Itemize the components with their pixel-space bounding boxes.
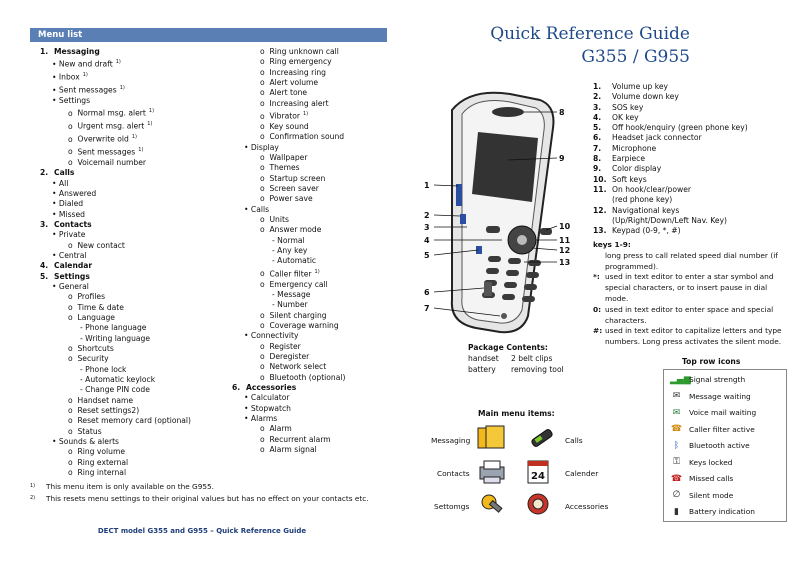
key-note-line: long press to call related speed dial number (if	[605, 250, 778, 260]
guide-model: G355 / G955	[581, 47, 690, 67]
menu-item: o Vibrator $^{1)}$	[232, 109, 345, 122]
key-legend-item: 6. Headset jack connector	[593, 133, 702, 143]
menu-item: • Dialed	[40, 199, 191, 209]
top-row-icon-item: ☎ Missed calls	[670, 473, 734, 484]
callout-7: 7	[424, 304, 430, 313]
menu-item: • Alarms	[232, 414, 345, 424]
menu-column-1	[40, 47, 191, 478]
menu-section: 4. Calendar	[40, 261, 93, 271]
key-note-line: programmed).	[605, 261, 659, 271]
menu-item: • Connectivity	[232, 331, 345, 341]
menu-item: • All	[40, 179, 191, 189]
key-legend-item: 12. Navigational keys	[593, 205, 680, 215]
top-row-icon-item: ☎ Caller filter active	[670, 424, 755, 434]
menu-item: o Overwrite old $^{1)}$	[40, 132, 191, 145]
menu-item: • Display	[232, 143, 345, 153]
signal-icon: ▂▄▆	[670, 374, 691, 385]
menu-item: - Normal	[232, 236, 345, 246]
accessories-icon	[522, 490, 554, 518]
menu-item: o Normal msg. alert $^{1)}$	[40, 106, 191, 119]
main-menu-accessories: Accessories	[565, 502, 609, 511]
top-row-icon-item: ✉ Message waiting	[670, 389, 751, 405]
page-footer: DECT model G355 and G955 – Quick Reference Guide	[97, 527, 307, 535]
menu-item: o Screen saver	[232, 184, 345, 194]
top-row-icons-box	[663, 369, 787, 522]
package-item: handset	[468, 354, 499, 363]
silent-icon: ∅	[672, 490, 681, 500]
phone-illustration	[412, 80, 590, 340]
key-note-line: 0: used in text editor to enter space and special	[593, 304, 774, 314]
menu-item: o Power save	[232, 194, 345, 204]
menu-item: - Any key	[232, 246, 345, 256]
battery-icon: ▮	[674, 506, 679, 517]
key-legend	[593, 82, 788, 236]
menu-item: o Confirmation sound	[232, 132, 345, 142]
package-item: battery	[468, 365, 496, 374]
menu-list-header: Menu list	[30, 28, 387, 42]
menu-item: o Status	[40, 427, 191, 437]
key-legend-item: (Up/Right/Down/Left Nav. Key)	[612, 215, 728, 225]
menu-item: • Stopwatch	[232, 404, 345, 414]
callout-3: 3	[424, 223, 430, 232]
menu-item: o Register	[232, 342, 345, 352]
key-legend-item: 9. Color display	[593, 164, 662, 174]
menu-item: o Silent charging	[232, 311, 345, 321]
main-menu-settings: Settomgs	[434, 502, 470, 511]
menu-item: - Writing language	[40, 334, 191, 344]
folders-icon	[476, 424, 508, 452]
menu-item: • Missed	[40, 210, 191, 220]
key-note-line: *: used in text editor to enter a star symbol and	[593, 272, 774, 282]
menu-item: o Units	[232, 215, 345, 225]
earpiece-grille	[492, 107, 524, 117]
menu-item: • New and draft $^{1)}$	[40, 57, 191, 70]
key-legend-item: 10. Soft keys	[593, 174, 647, 184]
phone-body	[452, 93, 554, 332]
menu-item: o Ring external	[40, 458, 191, 468]
menu-item: - Automatic	[232, 256, 345, 266]
menu-item: • Settings	[40, 96, 191, 106]
menu-item: • Calls	[232, 205, 345, 215]
menu-item: o Sent messages $^{1)}$	[40, 145, 191, 158]
menu-item: o Alert volume	[232, 78, 345, 88]
top-row-icon-item: ✉ Voice mail waiting	[670, 405, 756, 421]
menu-section: 5. Settings	[40, 271, 90, 281]
menu-item: • Inbox $^{1)}$	[40, 70, 191, 83]
menu-section: 1. Messaging	[40, 47, 100, 56]
menu-item: • Sounds & alerts	[40, 437, 191, 447]
menu-item: o Answer mode	[232, 225, 345, 235]
menu-item: o Increasing alert	[232, 99, 345, 109]
menu-item: o Increasing ring	[232, 68, 345, 78]
key-legend-item: 8. Earpiece	[593, 154, 646, 164]
package-contents	[468, 342, 564, 375]
menu-item: o Alarm	[232, 424, 345, 434]
menu-item: - Automatic keylock	[40, 375, 191, 385]
menu-item: o Alarm signal	[232, 445, 345, 455]
package-item: 2 belt clips	[511, 354, 553, 363]
menu-item: o Coverage warning	[232, 321, 345, 331]
key-note-line: special characters, or to insert pause in dial	[605, 283, 768, 293]
display-screen	[472, 132, 538, 202]
key-legend-item: 11. On hook/clear/power	[593, 184, 692, 194]
menu-item: o Voicemail number	[40, 158, 191, 168]
menu-item: o Urgent msg. alert $^{1)}$	[40, 119, 191, 132]
menu-column-2	[232, 47, 345, 455]
menu-section: 6. Accessories	[232, 383, 297, 393]
menu-item: • Calculator	[232, 393, 345, 403]
menu-item: o Ring volume	[40, 447, 191, 457]
top-row-icon-item: ▮ Battery indication	[670, 504, 755, 520]
callout-9: 9	[559, 154, 565, 163]
guide-title: Quick Reference Guide	[490, 24, 690, 44]
callout-6: 6	[424, 288, 430, 297]
key-legend-item: 3. SOS key	[593, 102, 644, 112]
menu-item: o Emergency call	[232, 280, 345, 290]
menu-item: o Reset memory card (optional)	[40, 416, 191, 426]
menu-item: o Ring emergency	[232, 57, 345, 67]
menu-item: o Startup screen	[232, 174, 345, 184]
menu-item: o Themes	[232, 163, 345, 173]
menu-section: 2. Calls	[40, 168, 75, 178]
side-volume-keys	[456, 184, 462, 206]
menu-item: o Security	[40, 354, 191, 364]
menu-item: - Message	[232, 290, 345, 300]
menu-item: - Number	[232, 300, 345, 310]
menu-section: 3. Contacts	[40, 219, 92, 229]
key-icon: ⚿	[673, 457, 680, 467]
callout-10: 10	[559, 222, 571, 231]
menu-item: o Reset settings2)	[40, 406, 191, 416]
menu-item: • Central	[40, 251, 191, 261]
tools-icon	[476, 490, 508, 518]
callout-5: 5	[424, 251, 430, 260]
menu-item: - Phone language	[40, 323, 191, 333]
menu-item: - Change PIN code	[40, 385, 191, 395]
menu-item: o Profiles	[40, 292, 191, 302]
main-menu-contacts: Contacts	[437, 469, 470, 478]
menu-item: o Ring unknown call	[232, 47, 345, 57]
footnote-1: $^{1)}$ This menu item is only available on the G955.	[30, 482, 214, 491]
key-note-line: characters.	[605, 315, 647, 325]
menu-item: o Time & date	[40, 303, 191, 313]
menu-item: • Answered	[40, 189, 191, 199]
footnote-2: $^{2)}$ This resets menu settings to their original values but has no effect on your contacts etc.	[30, 493, 369, 503]
menu-item: - Phone lock	[40, 365, 191, 375]
caller-filter-icon: ☎	[670, 424, 683, 434]
key-note-line: #: used in text editor to capitalize letters and type	[593, 326, 782, 336]
menu-item: o Caller filter $^{1)}$	[232, 267, 345, 280]
key-note-line: numbers. Long press activates the silent mode.	[605, 337, 782, 347]
key-note-line: mode.	[605, 293, 629, 303]
menu-item: o Language	[40, 313, 191, 323]
key-legend-item: 7. Microphone	[593, 143, 657, 153]
menu-item: o Key sound	[232, 122, 345, 132]
main-menu-calender: Calender	[565, 469, 599, 478]
menu-item: • Sent messages $^{1)}$	[40, 83, 191, 96]
callout-2: 2	[424, 211, 430, 220]
callout-8: 8	[559, 108, 565, 117]
key-legend-item: (red phone key)	[612, 195, 673, 205]
main-menu-messaging: Messaging	[431, 436, 471, 445]
key-legend-item: 5. Off hook/enquiry (green phone key)	[593, 123, 748, 133]
menu-item: • Private	[40, 230, 191, 240]
callout-12: 12	[559, 246, 571, 255]
top-row-icons-heading: Top row icons	[682, 357, 741, 366]
menu-item: o Ring internal	[40, 468, 191, 478]
top-row-icon-item: ∅ Silent mode	[670, 488, 733, 504]
top-row-icon-item: ⚿ Keys locked	[670, 455, 733, 471]
calendar-icon	[522, 457, 554, 485]
missed-call-icon: ☎	[670, 473, 683, 484]
key-legend-item: 4. OK key	[593, 112, 639, 122]
main-menu-heading: Main menu items:	[478, 409, 555, 418]
menu-item: o Alert tone	[232, 88, 345, 98]
microphone	[501, 313, 507, 319]
menu-item: o Deregister	[232, 352, 345, 362]
menu-item: o Bluetooth (optional)	[232, 373, 345, 383]
main-menu-calls: Calls	[565, 436, 583, 445]
callout-13: 13	[559, 258, 571, 267]
key-notes-heading: keys 1-9:	[593, 240, 631, 249]
bluetooth-icon: ᛒ	[673, 440, 680, 451]
mobile-phone-icon	[522, 424, 554, 452]
callout-11: 11	[559, 236, 571, 245]
contacts-printer-icon	[476, 457, 508, 485]
voicemail-icon: ✉	[672, 407, 681, 418]
top-row-icon-item: ▂▄▆Signal strength	[670, 374, 746, 385]
top-row-icon-item: ᛒ Bluetooth active	[670, 438, 750, 454]
menu-item: o New contact	[40, 241, 191, 251]
menu-item: • General	[40, 282, 191, 292]
envelope-icon: ✉	[672, 391, 681, 401]
key-legend-item: 1. Volume up key	[593, 82, 668, 91]
menu-item: o Shortcuts	[40, 344, 191, 354]
package-item: removing tool	[511, 365, 564, 374]
callout-1: 1	[424, 181, 430, 190]
package-heading: Package Contents:	[468, 343, 548, 352]
menu-item: o Wallpaper	[232, 153, 345, 163]
menu-item: o Handset name	[40, 396, 191, 406]
callout-4: 4	[424, 236, 430, 245]
menu-item: o Recurrent alarm	[232, 435, 345, 445]
key-legend-item: 13. Keypad (0-9, *, #)	[593, 226, 681, 236]
calendar-day: 24	[531, 471, 545, 482]
key-notes	[593, 240, 788, 348]
key-legend-item: 2. Volume down key	[593, 92, 679, 102]
menu-item: o Network select	[232, 362, 345, 372]
headset-jack	[484, 282, 492, 296]
footnotes	[30, 481, 369, 504]
